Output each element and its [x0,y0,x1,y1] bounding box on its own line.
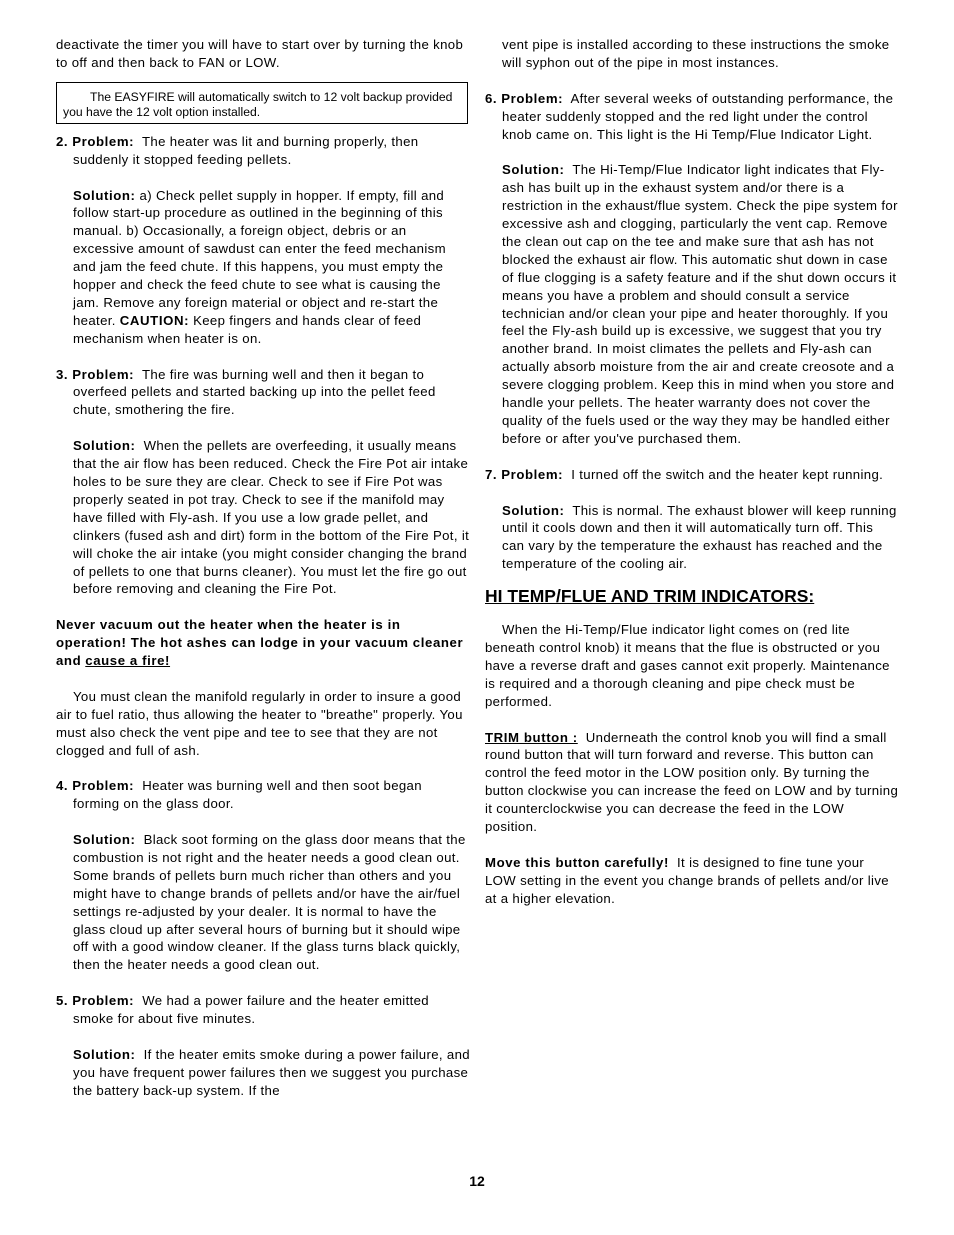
problem-6-label: Problem: [501,90,564,106]
solution-3-text: When the pellets are overfeeding, it usually means that the air flow has been reduced. Check the Fire Pot air intake holes to be sure they are clear. Check to see if Fire Pot was properly seated in pot tray. Check to see if the manifold may have filled with Fly-ash. If you use a low grade pellet, and clinkers (fused ash and dirt) form in the bottom of the Fire Pot, it will choke the air intake (you might consider changing the brand of pellets to one that burns cleaner). You must let the fire go out before removing and cleaning the Fire Pot. [73,438,470,597]
continuation-paragraph: vent pipe is installed according to these instructions the smoke will syphon out of the pipe in most instances. [502,37,890,70]
solution-2-label: Solution: [73,187,136,203]
page-number: 12 [469,1173,485,1189]
solution-2-text: a) Check pellet supply in hopper. If empty, fill and follow start-up procedure as outlined in the beginning of this manual. b) Occasionally, a foreign object, debris or an excessive amount of sawdust can enter the feed mechanism and jam the feed chute. If this happens, you must empty the hopper and check the feed chute to see what is causing the jam. Remove any foreign material or object and re-start the heater. [73,187,446,328]
problem-5-text: We had a power failure and the heater emitted smoke for about five minutes. [73,993,429,1027]
problem-4 [56,777,470,974]
move-text: It is designed to fine tune your LOW setting in the event you change brands of pellets and/or live at a higher elevation. [485,854,889,906]
caution-text: Keep fingers and hands clear of feed mechanism when heater is on. [73,312,422,346]
problem-5-label: Problem: [72,993,135,1009]
problem-5-number: 5. [56,993,69,1009]
solution-5-text: If the heater emits smoke during a power failure, and you have frequent power failures then we suggest you purchase the battery back-up system. If the [73,1046,470,1098]
problem-4-number: 4. [56,778,69,794]
hitemp-paragraph: When the Hi-Temp/Flue indicator light comes on (red lite beneath control knob) it means that the flue is obstructed or you have a reverse draft and gases cannot exit properly. Maintenance is required and a thorough cleaning and pipe check must be performed. [485,622,890,709]
problem-6-text: After several weeks of outstanding performance, the heater suddenly stopped and the red light under the control knob came on. This light is the Hi Temp/Flue Indicator Light. [502,90,894,142]
vacuum-warning [56,616,470,670]
solution-6-label: Solution: [502,162,565,178]
problem-5 [56,992,470,1099]
problem-2-label: Problem: [72,133,135,149]
caution-label: CAUTION: [119,312,190,328]
backup-note-text: The EASYFIRE will automatically switch to 12 volt backup provided you have the 12 volt option installed. [63,89,453,119]
solution-7-label: Solution: [502,502,565,518]
solution-4-label: Solution: [73,832,136,848]
trim-label: TRIM button : [485,729,578,745]
problem-3-number: 3. [56,366,69,382]
problem-2-number: 2. [56,133,69,149]
solution-5-label: Solution: [73,1046,136,1062]
move-label: Move this button carefully! [485,854,669,870]
solution-4-text: Black soot forming on the glass door means that the combustion is not right and the heater needs a good clean out. Some brands of pellets burn much richer than others and you might have to change brands of pellets and/or have the air/fuel settings re-adjusted by your dealer. It is normal to have the glass cloud up after several hours of burning but it should wipe off with a good window cleaner. If the glass turns black quickly, then the heater needs a good clean out. [73,832,466,973]
problem-7 [485,466,899,573]
problem-7-label: Problem: [501,466,564,482]
vacuum-warning-text: Never vacuum out the heater when the heater is in operation! The hot ashes can lodge in your vacuum cleaner and [56,617,464,669]
intro-paragraph: deactivate the timer you will have to start over by turning the knob to off and then back to FAN or LOW. [56,37,464,70]
problem-7-number: 7. [485,466,498,482]
section-heading: HI TEMP/FLUE AND TRIM INDICATORS: [485,586,815,607]
manifold-paragraph: You must clean the manifold regularly in order to insure a good air to fuel ratio, thus allowing the heater to "breathe" properly. You must also check the vent pipe and tee to see that they are not clogged and full of ash. [56,688,463,758]
solution-6-text: The Hi-Temp/Flue Indicator light indicates that Fly-ash has built up in the exhaust system and/or there is a restriction in the exhaust/flue system. Check the pipe system for excessive ash and clogging, particularly the vent cap. Remove the clean out cap on the tee and make sure that ash has not blocked the exhaust air flow. This automatic shut down in case of flue clogging is a safety feature and if the shut down occurs it means you have a problem and should consult a service technician and/or clean your pipe and heater thoroughly. If you feel the Fly-ash build up is excessive, we suggest that you try another brand. In moist climates the pellets and Fly-ash can actually absorb moisture from the air and create creosote and a severe clogging problem. Keep this in mind when you store and handle your pellets. The heater warranty does not cover the quality of the fuels used or the way they may be handled either before or after you've purchased them. [502,162,898,446]
move-paragraph [485,854,899,908]
problem-3 [56,366,470,599]
problem-3-label: Problem: [72,366,135,382]
backup-note-box [56,82,468,124]
problem-3-text: The fire was burning well and then it began to overfeed pellets and started backing up into the pellet feed chute, smothering the fire. [73,366,436,418]
problem-4-text: Heater was burning well and then soot began forming on the glass door. [73,778,422,812]
left-column [56,36,470,1100]
problem-7-text: I turned off the switch and the heater kept running. [571,466,884,482]
problem-2 [56,133,470,348]
problem-6 [485,90,899,448]
right-column [485,36,899,908]
solution-7-text: This is normal. The exhaust blower will keep running until it cools down and then it will automatically turn off. This can vary by the temperature the exhaust has reached and the temperature of the cooling air. [502,502,897,572]
vacuum-warning-underlined: cause a fire! [85,653,171,669]
problem-2-text: The heater was lit and burning properly, then suddenly it stopped feeding pellets. [73,133,419,167]
problem-6-number: 6. [485,90,498,106]
trim-text: Underneath the control knob you will find a small round button that will turn forward and reverse. This button can control the feed motor in the LOW position only. By turning the button clockwise you can increase the feed on LOW and by turning it counterclockwise you can decrease the feed in the LOW position. [485,729,899,835]
solution-3-label: Solution: [73,438,136,454]
problem-4-label: Problem: [72,778,135,794]
trim-paragraph [485,729,899,836]
